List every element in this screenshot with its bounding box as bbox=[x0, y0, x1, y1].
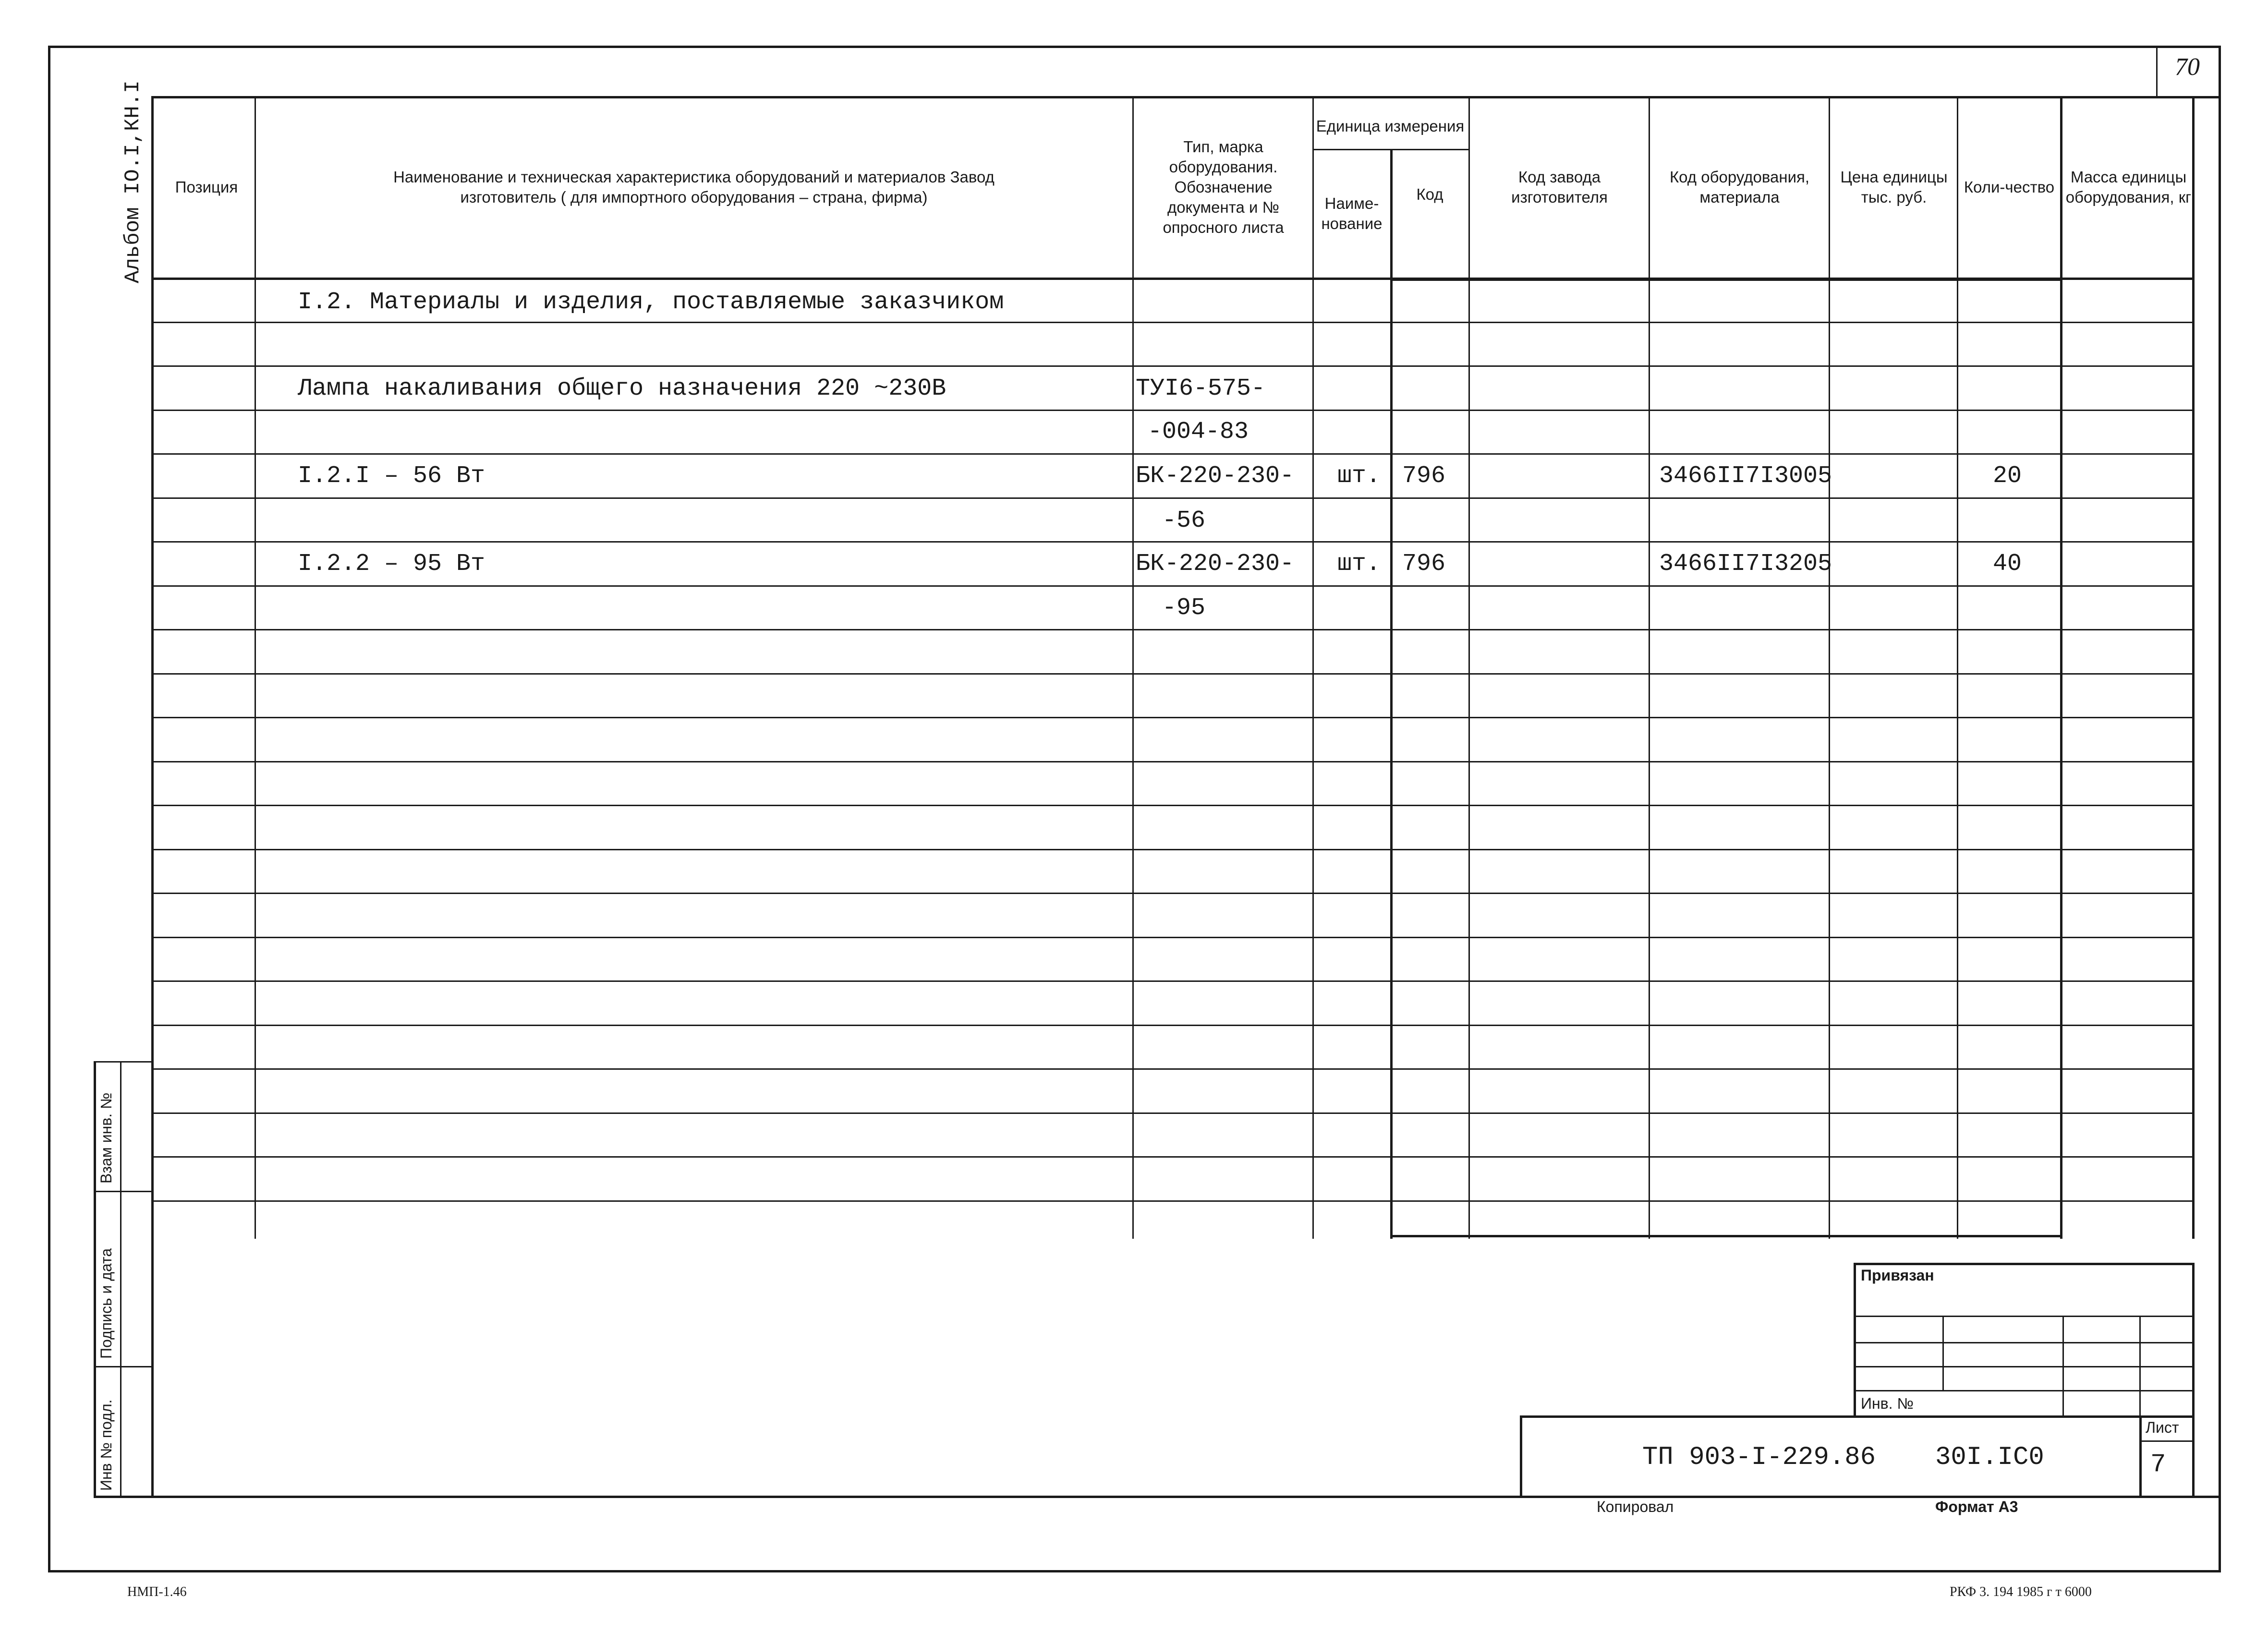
side-strip-line-2 bbox=[94, 1191, 151, 1192]
table-row-line bbox=[151, 322, 2195, 323]
header-name: Наименование и техническая характеристика оборудований и материалов Завод изготовитель ( для импортного оборудования – страна, фирма) bbox=[393, 168, 995, 206]
row-8-type: -95 bbox=[1162, 594, 1206, 622]
outer-frame-top bbox=[48, 46, 2221, 48]
table-right-border bbox=[2192, 96, 2195, 1239]
table-row-line bbox=[151, 1112, 2195, 1114]
code-box-top bbox=[1390, 278, 2062, 281]
page-number: 70 bbox=[2175, 53, 2200, 81]
footer-left-code: НМП-1.46 bbox=[127, 1584, 187, 1599]
table-row-line bbox=[151, 1025, 2195, 1026]
outer-frame-right bbox=[2219, 46, 2221, 1572]
stamp-doc-code: ТП 903-I-229.86 bbox=[1642, 1443, 1876, 1472]
unit-group-divider bbox=[1312, 149, 1468, 150]
header-unit-group: Единица измерения bbox=[1316, 117, 1465, 135]
footer-right-code: РКФ 3. 194 1985 г т 6000 bbox=[1950, 1584, 2092, 1599]
row-7-equip: 3466II7I3205 bbox=[1659, 550, 1832, 578]
row-1-name: I.2. Материалы и изделия, поставляемые заказчиком bbox=[298, 289, 1004, 316]
table-row-line bbox=[151, 1156, 2195, 1158]
row-5-type: БК-220-230- bbox=[1136, 462, 1295, 490]
title-block-top bbox=[1520, 1415, 2195, 1418]
row-3-type: ТУI6-575- bbox=[1136, 375, 1266, 402]
row-5-code: 796 bbox=[1402, 462, 1446, 490]
code-box-bottom bbox=[1390, 1235, 2062, 1237]
table-row-line bbox=[151, 365, 2195, 367]
inner-frame-left bbox=[151, 96, 154, 1496]
table-row-line bbox=[151, 453, 2195, 455]
stamp-line-1 bbox=[1854, 1316, 2192, 1317]
col-div-4 bbox=[1390, 149, 1393, 1239]
col-div-2 bbox=[1132, 96, 1134, 1239]
stamp-privyazan-top bbox=[1854, 1263, 2195, 1265]
album-label: Альбом IO.I,КН.I bbox=[121, 80, 145, 283]
col-div-7 bbox=[1829, 96, 1830, 1239]
table-row-line bbox=[151, 1200, 2195, 1202]
side-strip-line-3 bbox=[94, 1366, 151, 1367]
side-strip-mid bbox=[120, 1061, 121, 1498]
row-5-qty: 20 bbox=[1993, 462, 2022, 490]
col-div-8 bbox=[1957, 96, 1958, 1239]
row-7-qty: 40 bbox=[1993, 550, 2022, 578]
table-row-line bbox=[151, 717, 2195, 718]
footer-kopiroval: Копировал bbox=[1597, 1498, 1674, 1515]
col-div-5 bbox=[1468, 96, 1470, 1239]
col-div-9 bbox=[2060, 96, 2062, 1239]
col-div-6 bbox=[1649, 96, 1650, 1239]
stamp-line-4 bbox=[1854, 1390, 2192, 1391]
stamp-inv-no: Инв. № bbox=[1861, 1395, 1914, 1412]
side-podpis: Подпись и дата bbox=[97, 1248, 115, 1359]
stamp-line-2 bbox=[1854, 1342, 2192, 1343]
header-position: Позиция bbox=[175, 178, 238, 196]
stamp-privyazan: Привязан bbox=[1861, 1267, 1934, 1284]
stamp-vline-3 bbox=[2139, 1316, 2141, 1416]
outer-frame-bottom bbox=[48, 1570, 2221, 1572]
stamp-list-value: 7 bbox=[2150, 1450, 2166, 1479]
table-row-line bbox=[151, 629, 2195, 630]
header-price: Цена единицы тыс. руб. bbox=[1840, 168, 1948, 206]
stamp-privyazan-left bbox=[1854, 1263, 1856, 1416]
header-equipment-code: Код оборудования, материала bbox=[1669, 168, 1810, 206]
col-div-1 bbox=[255, 96, 256, 1239]
table-row-line bbox=[151, 1068, 2195, 1070]
side-inv-podl: Инв № подл. bbox=[97, 1399, 115, 1491]
stamp-sheet-code: 30I.IC0 bbox=[1935, 1443, 2044, 1472]
outer-frame-left bbox=[48, 46, 50, 1572]
row-3-name: Лампа накаливания общего назначения 220 ~230В bbox=[298, 375, 946, 402]
table-row-line bbox=[151, 937, 2195, 938]
table-row-line bbox=[151, 893, 2195, 894]
side-strip-line-1 bbox=[94, 1061, 151, 1063]
title-block-left bbox=[1520, 1415, 1522, 1497]
row-7-type: БК-220-230- bbox=[1136, 550, 1295, 578]
table-row-line bbox=[151, 585, 2195, 587]
stamp-vline-1 bbox=[1942, 1316, 1944, 1390]
table-row-line bbox=[151, 541, 2195, 543]
col-div-3 bbox=[1312, 96, 1314, 1239]
stamp-vline-2 bbox=[2062, 1316, 2064, 1416]
stamp-list-label: Лист bbox=[2146, 1419, 2179, 1436]
table-row-line bbox=[151, 410, 2195, 411]
table-row-line bbox=[151, 805, 2195, 806]
stamp-line-3 bbox=[1854, 1366, 2192, 1367]
header-unit-code: Код bbox=[1416, 185, 1443, 203]
header-mass: Масса единицы оборудования, кг bbox=[2065, 168, 2192, 206]
table-row-line bbox=[151, 980, 2195, 982]
row-7-code: 796 bbox=[1402, 550, 1446, 578]
stamp-right bbox=[2192, 1263, 2195, 1498]
list-divider bbox=[2139, 1440, 2193, 1442]
inner-frame-bottom bbox=[94, 1496, 2219, 1498]
row-7-unit: шт. bbox=[1337, 550, 1381, 578]
side-strip-left bbox=[94, 1061, 96, 1498]
table-row-line bbox=[151, 673, 2195, 675]
header-unit-name: Наиме-нование bbox=[1321, 194, 1383, 232]
row-7-name: I.2.2 – 95 Вт bbox=[298, 550, 485, 578]
table-row-line bbox=[151, 761, 2195, 762]
header-type: Тип, марка оборудования. Обозначение документа и № опросного листа bbox=[1163, 138, 1284, 236]
side-vzam: Взам инв. № bbox=[97, 1092, 115, 1184]
header-factory-code: Код завода изготовителя bbox=[1511, 168, 1608, 206]
row-4-type: -004-83 bbox=[1148, 418, 1249, 446]
table-row-line bbox=[151, 849, 2195, 850]
row-5-equip: 3466II7I3005 bbox=[1659, 462, 1832, 490]
page-number-box bbox=[2156, 46, 2158, 96]
row-5-unit: шт. bbox=[1337, 462, 1381, 490]
header-quantity: Коли-чество bbox=[1964, 178, 2055, 196]
table-row-line bbox=[151, 497, 2195, 499]
row-6-type: -56 bbox=[1162, 507, 1206, 534]
footer-format: Формат А3 bbox=[1935, 1498, 2018, 1515]
row-5-name: I.2.I – 56 Вт bbox=[298, 462, 485, 490]
list-box-left bbox=[2139, 1416, 2142, 1497]
